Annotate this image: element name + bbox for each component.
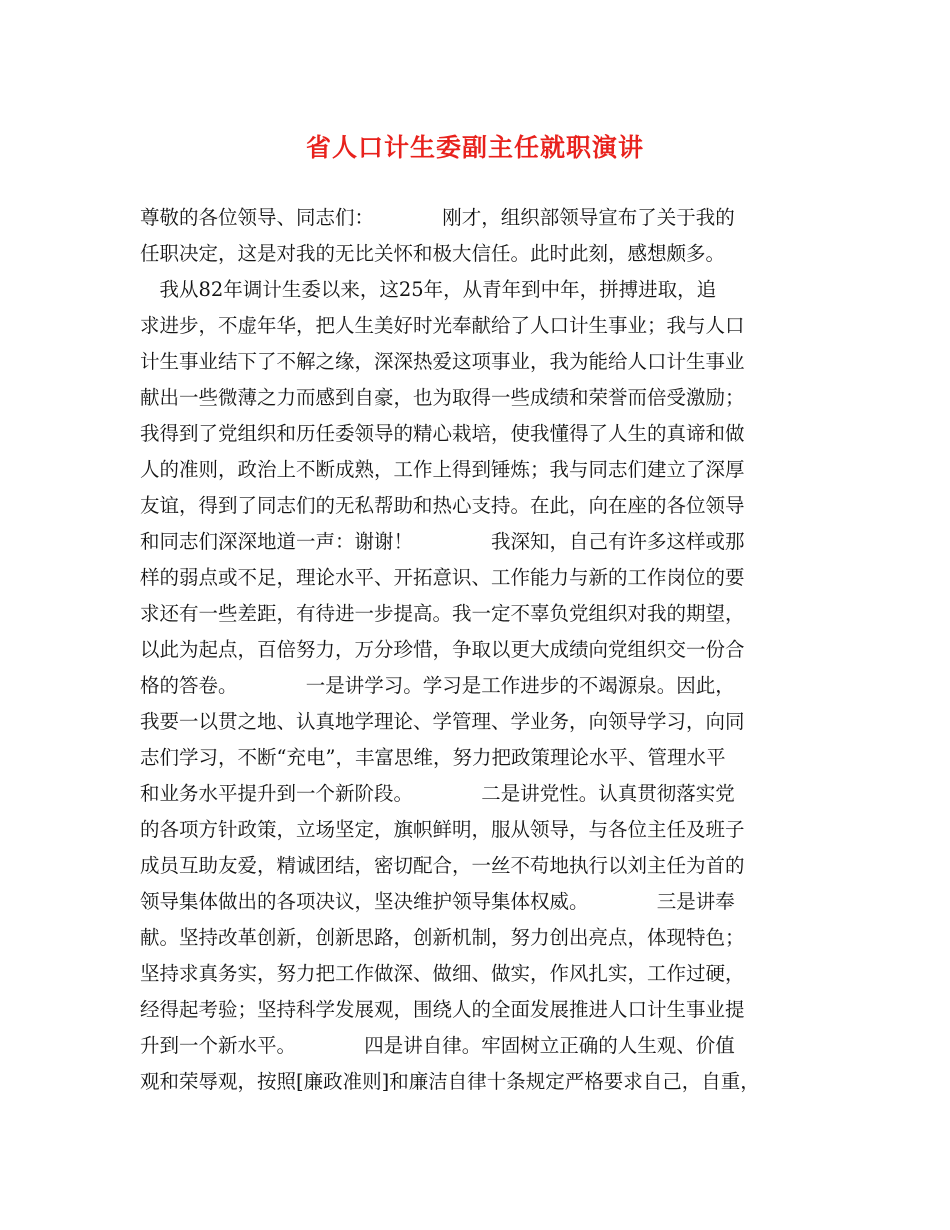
- body-line: 任职决定，这是对我的无比关怀和极大信任。此时此刻，感想颇多。: [140, 242, 726, 265]
- body-line: 人的准则，政治上不断成熟，工作上得到锤炼；我与同志们建立了深厚: [140, 458, 745, 481]
- body-line: 我得到了党组织和历任委领导的精心栽培，使我懂得了人生的真谛和做: [140, 422, 745, 445]
- document-title: 省人口计生委副主任就职演讲: [305, 133, 644, 162]
- body-line: 以此为起点，百倍努力，万分珍惜，争取以更大成绩向党组织交一份合: [140, 638, 745, 661]
- body-line: 的各项方针政策，立场坚定，旗帜鲜明，服从领导，与各位主任及班子: [140, 818, 745, 841]
- body-line: 求进步，不虚年华，把人生美好时光奉献给了人口计生事业；我与人口: [140, 314, 745, 337]
- body-line: 升到一个新水平。 四是讲自律。牢固树立正确的人生观、价值: [140, 1034, 735, 1057]
- body-line: 样的弱点或不足，理论水平、开拓意识、工作能力与新的工作岗位的要: [140, 566, 745, 589]
- body-line: 经得起考验；坚持科学发展观，围绕人的全面发展推进人口计生事业提: [140, 998, 745, 1021]
- body-line: 尊敬的各位领导、同志们： 刚才，组织部领导宣布了关于我的: [140, 206, 735, 229]
- body-line: 和业务水平提升到一个新阶段。 二是讲党性。认真贯彻落实党: [140, 782, 735, 805]
- body-line: 志们学习，不断“充电”，丰富思维，努力把政策理论水平、管理水平: [140, 746, 726, 769]
- body-line: 成员互助友爱，精诚团结，密切配合，一丝不苟地执行以刘主任为首的: [140, 854, 745, 877]
- body-line: 观和荣辱观，按照[廉政准则]和廉洁自律十条规定严格要求自己，自重，: [140, 1070, 760, 1093]
- body-line: 我从82年调计生委以来，这25年，从青年到中年，拼搏进取，追: [140, 278, 717, 301]
- body-line: 领导集体做出的各项决议，坚决维护领导集体权威。 三是讲奉: [140, 890, 735, 913]
- body-line: 献出一些微薄之力而感到自豪，也为取得一些成绩和荣誉而倍受激励；: [140, 386, 745, 409]
- body-line: 求还有一些差距，有待进一步提高。我一定不辜负党组织对我的期望，: [140, 602, 745, 625]
- body-line: 格的答卷。 一是讲学习。学习是工作进步的不竭源泉。因此，: [140, 674, 735, 697]
- body-line: 友谊，得到了同志们的无私帮助和热心支持。在此，向在座的各位领导: [140, 494, 745, 517]
- body-line: 我要一以贯之地、认真地学理论、学管理、学业务，向领导学习，向同: [140, 710, 745, 733]
- document-body: [140, 200, 820, 1100]
- body-line: 计生事业结下了不解之缘，深深热爱这项事业，我为能给人口计生事业: [140, 350, 745, 373]
- body-line: 和同志们深深地道一声：谢谢！ 我深知，自己有许多这样或那: [140, 530, 745, 553]
- body-line: 献。坚持改革创新，创新思路，创新机制，努力创出亮点，体现特色；: [140, 926, 745, 949]
- body-line: 坚持求真务实，努力把工作做深、做细、做实，作风扎实，工作过硬，: [140, 962, 745, 985]
